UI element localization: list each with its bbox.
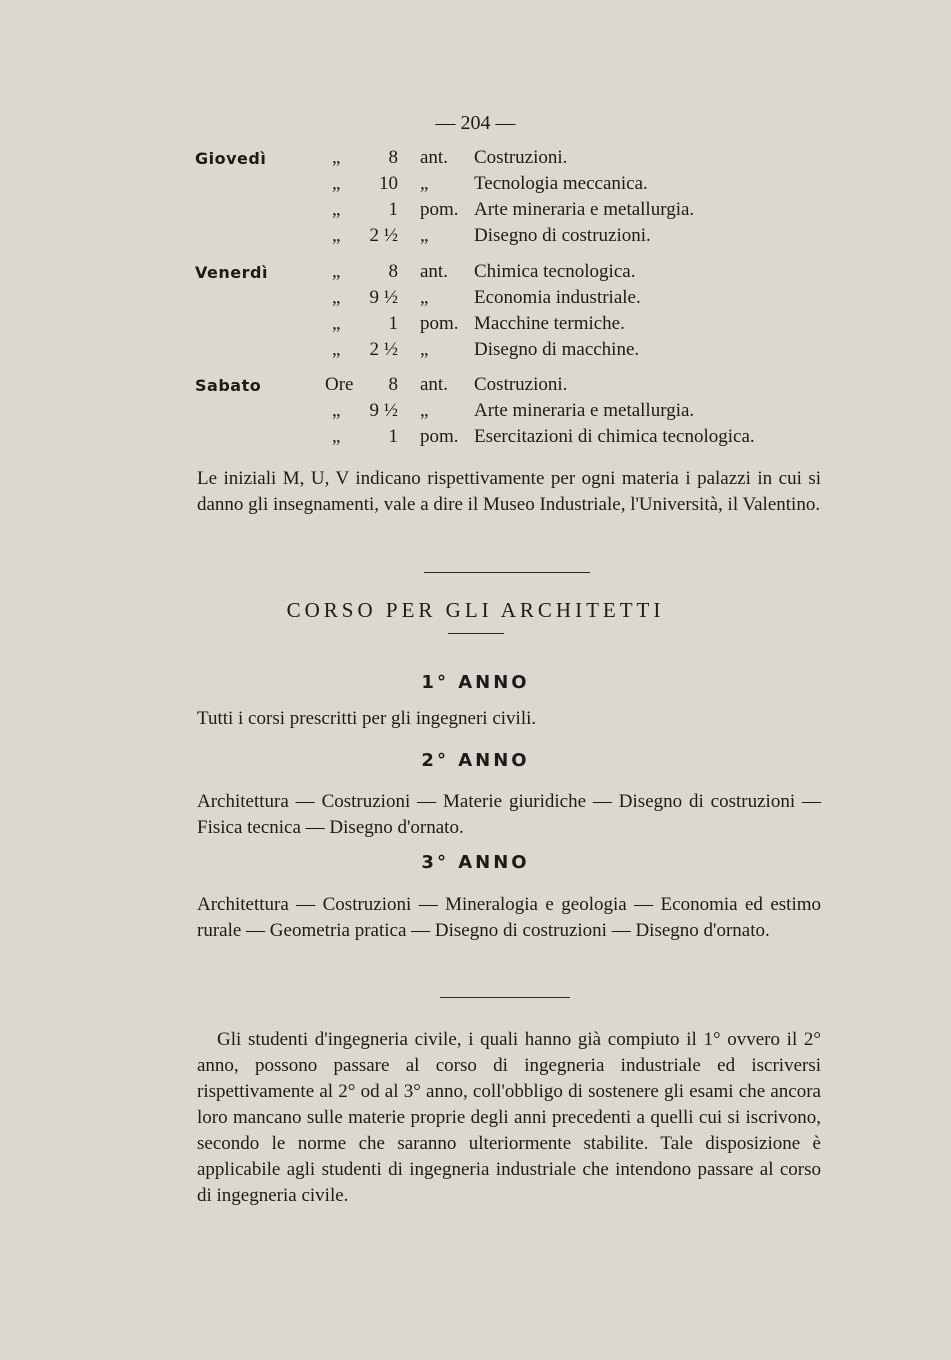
hour: 1: [388, 426, 398, 447]
subject: Disegno di costruzioni.: [474, 225, 651, 246]
page-number: — 204 —: [435, 112, 516, 134]
ditto-mark: „: [332, 339, 341, 360]
period: pom.: [420, 199, 459, 220]
period: „: [420, 225, 429, 246]
hour: 8: [388, 147, 398, 168]
ditto-mark: „: [332, 225, 341, 246]
section-title: CORSO PER GLI ARCHITETTI: [286, 598, 665, 622]
divider: [440, 997, 570, 998]
subject: Economia industriale.: [474, 287, 641, 308]
year-text: Tutti i corsi prescritti per gli ingegneri civili.: [197, 708, 537, 729]
hour: 10: [379, 173, 398, 194]
subject: Macchine termiche.: [474, 313, 625, 334]
year-heading: 2° ANNO: [421, 750, 530, 771]
ditto-mark: „: [332, 287, 341, 308]
subject: Esercitazioni di chimica tecnologica.: [474, 426, 755, 447]
subject: Chimica tecnologica.: [474, 261, 636, 282]
period: pom.: [420, 313, 459, 334]
subject: Arte mineraria e metallurgia.: [474, 400, 695, 421]
final-paragraph: Gli studenti d'ingegneria civile, i quali hanno già compiuto il 1° ovvero il 2° anno, possono passare al corso di ingegneria industriale ed iscriversi rispettivamente al 2° od al 3° anno, coll'obbligo di sostenere gli esami che ancora loro mancano sulle materie proprie degli anni precedenti a quelli cui si iscrivono, secondo le norme che saranno ulteriormente stabilite. Tale disposizione è applicabile agli studenti di ingegneria industriale che intendono passare al corso di ingegneria civile.: [197, 1029, 821, 1206]
period: „: [420, 173, 429, 194]
divider: [424, 572, 590, 573]
hour: 1: [388, 313, 398, 334]
hour: 2 ½: [369, 225, 398, 246]
period: ant.: [420, 374, 448, 395]
ore-label: Ore: [325, 374, 354, 395]
ditto-mark: „: [332, 426, 341, 447]
year-text: Architettura — Costruzioni — Materie giuridiche — Disegno di costruzioni — Fisica tecnica — Disegno d'ornato.: [197, 791, 821, 838]
subject: Tecnologia meccanica.: [474, 173, 648, 194]
period: pom.: [420, 426, 459, 447]
hour: 9 ½: [369, 400, 398, 421]
ditto-mark: „: [332, 147, 341, 168]
subject: Costruzioni.: [474, 147, 568, 168]
divider: [448, 633, 504, 634]
hour: 8: [388, 374, 398, 395]
hour: 8: [388, 261, 398, 282]
year-text: Architettura — Costruzioni — Mineralogia e geologia — Economia ed estimo rurale — Geometria pratica — Disegno di costruzioni — Disegno d'ornato.: [197, 894, 821, 941]
period: „: [420, 287, 429, 308]
day-label: Giovedì: [195, 149, 267, 168]
period: „: [420, 339, 429, 360]
ditto-mark: „: [332, 313, 341, 334]
ditto-mark: „: [332, 400, 341, 421]
day-label: Venerdì: [195, 263, 268, 282]
ditto-mark: „: [332, 199, 341, 220]
ditto-mark: „: [332, 173, 341, 194]
subject: Arte mineraria e metallurgia.: [474, 199, 695, 220]
note-paragraph: Le iniziali M, U, V indicano rispettivamente per ogni materia i palazzi in cui si danno gli insegnamenti, vale a dire il Museo Industriale, l'Università, il Valentino.: [197, 468, 821, 515]
subject: Disegno di macchine.: [474, 339, 640, 360]
period: „: [420, 400, 429, 421]
period: ant.: [420, 147, 448, 168]
hour: 1: [388, 199, 398, 220]
hour: 9 ½: [369, 287, 398, 308]
ditto-mark: „: [332, 261, 341, 282]
day-label: Sabato: [195, 376, 262, 395]
subject: Costruzioni.: [474, 374, 568, 395]
hour: 2 ½: [369, 339, 398, 360]
year-heading: 1° ANNO: [421, 672, 530, 693]
year-heading: 3° ANNO: [421, 852, 530, 873]
period: ant.: [420, 261, 448, 282]
